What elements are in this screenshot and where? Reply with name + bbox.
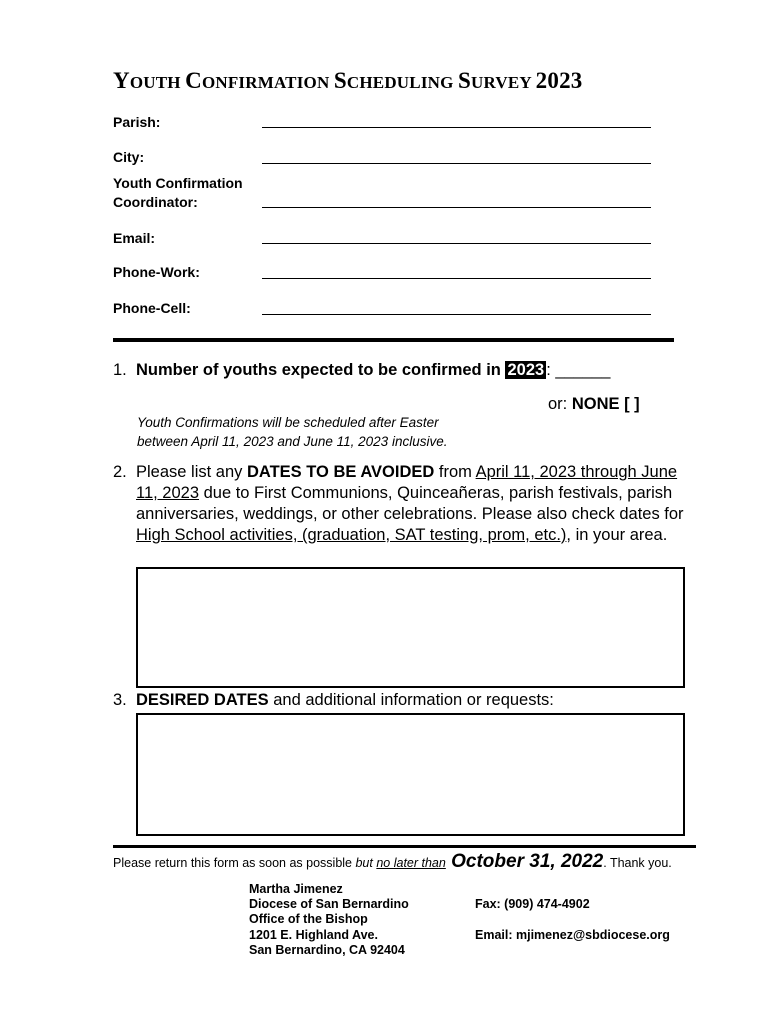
dates-to-avoid-box[interactable] [136, 567, 685, 688]
fax-number: Fax: (909) 474-4902 [475, 897, 590, 911]
contact-email: Email: mjimenez@sbdiocese.org [475, 928, 670, 942]
question-3: 3. DESIRED DATES and additional information or requests: [113, 691, 554, 709]
schedule-note: Youth Confirmations will be scheduled after Easter between April 11, 2023 and June 11, 2023 inclusive. [137, 415, 448, 449]
phone-cell-field[interactable] [262, 314, 651, 315]
phone-work-field[interactable] [262, 278, 651, 279]
coordinator-label: Youth Confirmation Coordinator: [113, 175, 243, 210]
coordinator-field[interactable] [262, 207, 651, 208]
parish-label: Parish: [113, 114, 161, 130]
email-field[interactable] [262, 243, 651, 244]
phone-cell-label: Phone-Cell: [113, 300, 191, 316]
footer-divider [113, 845, 696, 848]
desired-dates-box[interactable] [136, 713, 685, 836]
page-title: YOUTH CONFIRMATION SCHEDULING SURVEY 2023 [113, 68, 583, 93]
city-label: City: [113, 149, 145, 165]
email-label: Email: [113, 230, 156, 246]
none-checkbox[interactable]: or: NONE [ ] [548, 395, 640, 413]
question-2: 2. Please list any DATES TO BE AVOIDED from April 11, 2023 through June 11, 2023 due to First Communions, Quinceañeras, parish festivals, parish anniversaries, weddings, or other celebrations. Please also check dates for High School activities, (graduation, SAT testing, prom, etc.), in your area. [113, 463, 684, 544]
city-field[interactable] [262, 163, 651, 164]
phone-work-label: Phone-Work: [113, 264, 200, 280]
section-divider [113, 338, 674, 342]
return-instructions: Please return this form as soon as possible but no later than October 31, 2022. Thank you. [113, 851, 672, 872]
parish-field[interactable] [262, 127, 651, 128]
question-1: 1. Number of youths expected to be confirmed in 2023 : ______ [113, 361, 611, 379]
contact-address: Martha Jimenez Diocese of San Bernardino Office of the Bishop 1201 E. Highland Ave. San Bernardino, CA 92404 [249, 882, 409, 957]
